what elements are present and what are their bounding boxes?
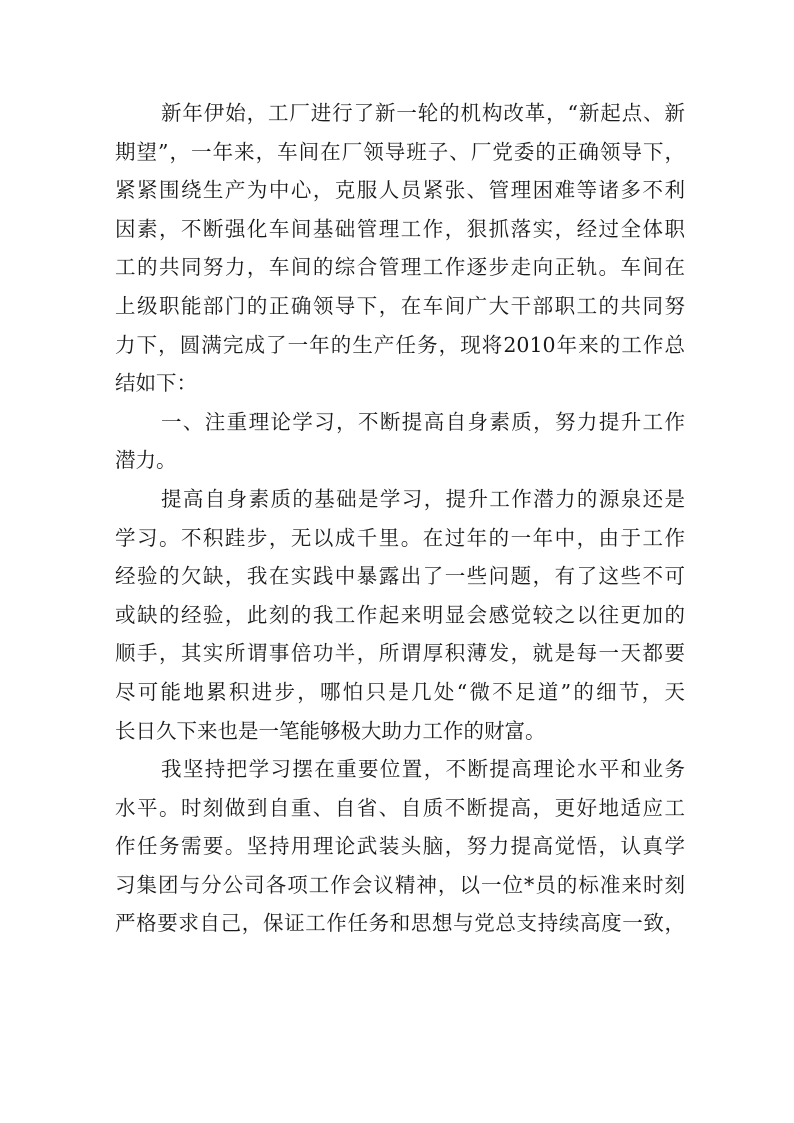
paragraph-1-line-8: 结如下：: [115, 371, 197, 396]
paragraph-3-line-6: 尽可能地累积进步，哪怕只是几处“微不足道”的细节，天: [115, 679, 685, 704]
paragraph-3-line-2: 学习。不积跬步，无以成千里。在过年的一年中，由于工作: [115, 525, 685, 550]
paragraph-3-line-3: 经验的欠缺，我在实践中暴露出了一些问题，有了这些不可: [115, 564, 685, 589]
paragraph-1-line-5: 工的共同努力，车间的综合管理工作逐步走向正轨。车间在: [115, 255, 685, 280]
paragraph-1-line-4: 因素，不断强化车间基础管理工作，狠抓落实，经过全体职: [115, 216, 685, 241]
paragraph-3-line-7: 长日久下来也是一笔能够极大助力工作的财富。: [115, 718, 546, 743]
paragraph-4-line-5: 严格要求自己，保证工作任务和思想与党总支持续高度一致，: [115, 911, 685, 936]
paragraph-4-line-4: 习集团与分公司各项工作会议精神，以一位*员的标准来时刻: [115, 872, 685, 897]
paragraph-3-line-4: 或缺的经验，此刻的我工作起来明显会感觉较之以往更加的: [115, 602, 685, 627]
paragraph-3-line-1: 提高自身素质的基础是学习，提升工作潜力的源泉还是: [161, 486, 685, 511]
paragraph-1-line-3: 紧紧围绕生产为中心，克服人员紧张、管理困难等诸多不利: [115, 178, 685, 203]
paragraph-1-line-2: 期望”，一年来，车间在厂领导班子、厂党委的正确领导下，: [115, 139, 685, 164]
paragraph-1-line-6: 上级职能部门的正确领导下，在车间广大干部职工的共同努: [115, 293, 685, 318]
paragraph-3-line-5: 顺手，其实所谓事倍功半，所谓厚积薄发，就是每一天都要: [115, 641, 685, 666]
paragraph-4-line-2: 水平。时刻做到自重、自省、自质不断提高，更好地适应工: [115, 795, 685, 820]
section-heading-line-1: 一、注重理论学习，不断提高自身素质，努力提升工作: [161, 409, 685, 434]
section-heading-line-2: 潜力。: [115, 448, 177, 473]
paragraph-4-line-1: 我坚持把学习摆在重要位置，不断提高理论水平和业务: [161, 757, 685, 782]
document-body: [115, 94, 685, 943]
paragraph-1-line-1: 新年伊始，工厂进行了新一轮的机构改革，“新起点、新: [161, 101, 685, 125]
paragraph-4-line-3: 作任务需要。坚持用理论武装头脑，努力提高觉悟，认真学: [115, 834, 685, 859]
paragraph-1-line-7: 力下，圆满完成了一年的生产任务，现将2010年来的工作总: [115, 332, 685, 357]
